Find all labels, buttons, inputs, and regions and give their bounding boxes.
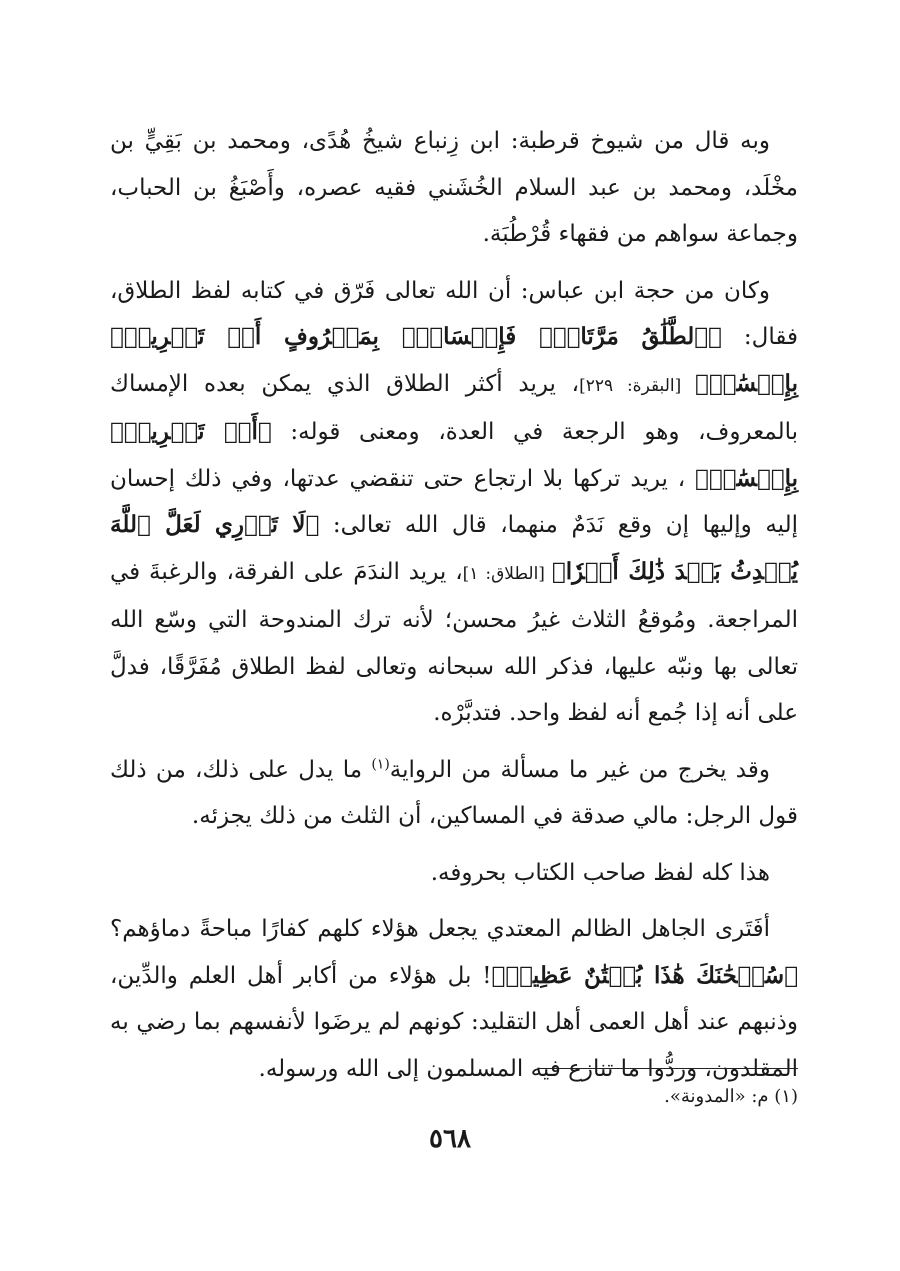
footnote-text: م: «المدونة». [664,1086,769,1107]
page-number: ٥٦٨ [429,1124,471,1154]
paragraph-rebuttal [110,906,798,1092]
footnote-number: (١) [774,1086,798,1107]
paragraph-closing-quote [110,850,798,897]
quran-verse: ﴿سُبۡحَٰنَكَ هَٰذَا بُهۡتَٰنٌ عَظِيمٞ﴾ [491,961,798,989]
footnote-divider [538,1068,798,1069]
quran-verse: ﴿أَوۡ تَسۡرِيحُۢ بِإِحۡسَٰنٖ﴾ [110,418,798,492]
paragraph-text: هذا كله لفظ صاحب الكتاب بحروفه. [430,859,770,886]
verse-reference: [الطلاق: ١] [462,563,552,584]
paragraph-text: وقد يخرج من غير ما مسألة من الرواية [389,756,770,783]
paragraph-text: وكان من حجة ابن عباس: أن الله تعالى فَرّق في كتابه لفظ الطلاق، فقال: [110,277,798,350]
page-body [110,118,798,1102]
paragraph-text: ، يريد تركها بلا ارتجاع حتى تنقضي عدتها، وفي ذلك إحسان إليه وإليها إن وقع نَدَمٌ منهما، قال الله تعالى: [110,465,798,538]
paragraph-text: ، يريد الندَمَ على الفرقة، والرغبةَ في المراجعة. ومُوقعُ الثلاث غيرُ محسن؛ لأنه ترك المندوحة التي وسّع الله تعالى بها ونبّه عليها، فذكر الله سبحانه وتعالى لفظ الطلاق مُفَرَّقًا، فدلَّ على أنه إذا جُمع أنه لفظ واحد. فتدبَّرْه. [110,558,798,726]
paragraph-text: ! بل هؤلاء من أكابر أهل العلم والدِّين، وذنبهم عند أهل العمى أهل التقليد: كونهم لم يرضَوا لأنفسهم بما رضي به المقلدون، وردُّوا ما تنازع فيه المسلمون إلى الله ورسوله. [110,962,798,1082]
verse-reference: [البقرة: ٢٢٩] [579,375,696,396]
paragraph-text: وبه قال من شيوخ قرطبة: ابن زِنباع شيخُ هُدًى، ومحمد بن بَقِيٍّ بن مخْلَد، ومحمد بن عبد السلام الخُشَني فقيه عصره، وأَصْبَغُ بن الحباب، وجماعة سواهم من فقهاء قُرْطُبَة. [110,128,798,247]
quran-verse: ﴿ٱلطَّلَٰقُ مَرَّتَانِۖ فَإِمۡسَاكُۢ بِمَعۡرُوفٍ أَوۡ تَسۡرِيحُۢ بِإِحۡسَٰنٖ﴾ [110,323,798,397]
paragraph-text: ، يريد أكثر الطلاق الذي يمكن بعده الإمساك بالمعروف، وهو الرجعة في العدة، ومعنى قوله: [110,370,799,445]
paragraph-scholars [110,118,798,258]
paragraph-ibn-abbas [110,268,798,737]
paragraph-riwaya [110,747,798,840]
footnote [398,1084,798,1110]
footnote-marker[interactable]: (١) [371,755,390,772]
paragraph-text: ما يدل على ذلك، من ذلك قول الرجل: مالي صدقة في المساكين، أن الثلث من ذلك يجزئه. [110,756,798,829]
quran-verse: ﴿لَا تَدۡرِي لَعَلَّ ٱللَّهَ يُحۡدِثُ بَعۡدَ ذَٰلِكَ أَمۡرٗا﴾ [110,511,798,585]
paragraph-text: أفَتَرى الجاهل الظالم المعتدي يجعل هؤلاء كلهم كفارًا مباحةً دماؤهم؟ [110,916,770,942]
